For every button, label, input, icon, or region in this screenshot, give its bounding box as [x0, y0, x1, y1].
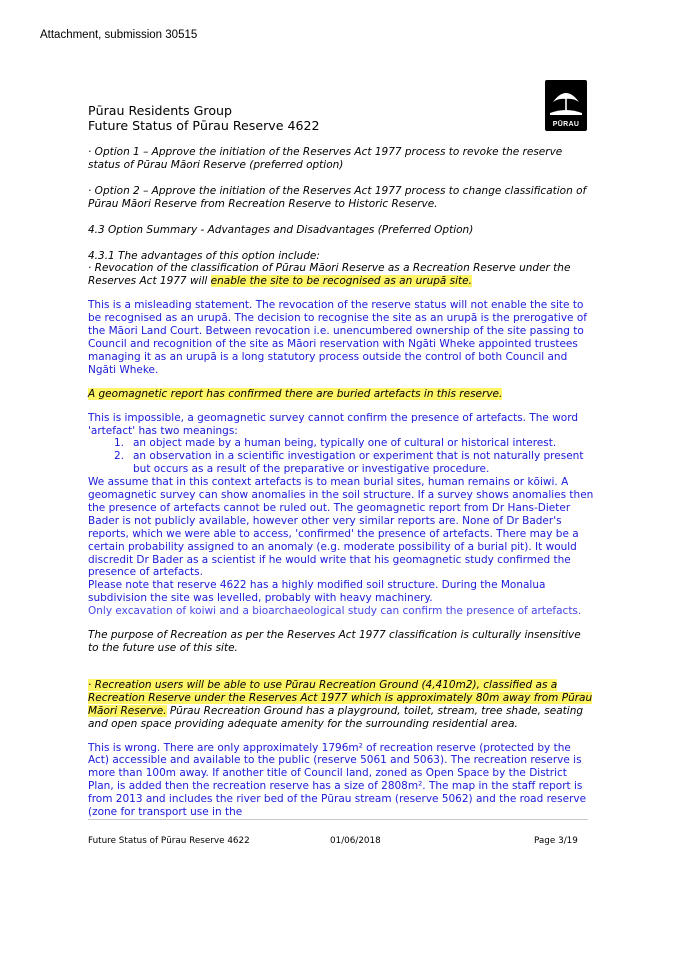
option-1: · Option 1 – Approve the initiation of the Reserves Act 1977 process to revoke the reserve status of Pūrau Māori Reserve (preferred option) — [88, 146, 563, 171]
response-artefact-intro: This is impossible, a geomagnetic survey cannot confirm the presence of artefacts. The word 'artefact' has two meanings: — [88, 411, 579, 437]
response-artefact-body: We assume that in this context artefacts is to mean burial sites, human remains or kōiwi. A geomagnetic survey can show anomalies in the soil structure. If a survey shows anomalies then the presence of artefacts cannot be ruled out. The geomagnetic report from Dr Hans-Dieter Bader is not publicly available, however other very similar reports are. None of Dr Bader's reports, which we were able to access, 'confirmed' the presence of artefacts. There may be a certain probability assigned to an anomaly (e.g. moderate possibility of a burial pit). It would discredit Dr Bader as a scientist if he would write that his geomagnetic study confirmed the presence of artefacts. — [88, 476, 594, 579]
list-item: 2. an observation in a scientific investigation or experiment that is not naturally present but occurs as a result of the preparative or investigative procedure. — [114, 450, 584, 476]
advantages-text: · Revocation of the classification of Pūrau Māori Reserve as a Recreation Reserve under the Reserves Act 1977 will — [88, 262, 571, 288]
purau-logo — [545, 80, 587, 131]
header-title: Future Status of Pūrau Reserve 4622 — [88, 118, 320, 133]
advantages-item — [88, 262, 594, 288]
attachment-label: Attachment, submission 30515 — [40, 29, 198, 41]
response-soil-note: Please note that reserve 4622 has a highly modified soil structure. During the Monalua subdivision the site was levelled, probably with heavy machinery. — [88, 579, 546, 605]
footer-page-number: Page 3/19 — [534, 836, 578, 846]
footer-title: Future Status of Pūrau Reserve 4622 — [88, 836, 250, 846]
response-recreation: This is wrong. There are only approximately 1796m² of recreation reserve (protected by the Act) accessible and available to the public (reserve 5061 and 5063). The recreation reserve is more than 100m away. If another title of Council land, zoned as Open Space by the District Plan, is added then the recreation reserve has a size of 2808m². The map in the staff report is from 2013 and includes the river bed of the Pūrau stream (reserve 5062) and the road reserve (zone for transport use in the — [88, 741, 587, 819]
document-body — [88, 146, 594, 819]
advantages-highlight: enable the site to be recognised as an urupā site. — [210, 275, 472, 288]
response-misleading: This is a misleading statement. The revocation of the reserve status will not enable the site to be recognised as an urupā. The decision to recognise the site as an urupā is the prerogative of the Māori Land Court. Between revocation i.e. unencumbered ownership of the site passing to Council and recognition of the site as Māori reservation with Ngāti Wheke appointed trustees managing it as an urupā is a long statutory process outside the control of both Council and Ngāti Wheke. — [88, 299, 587, 376]
recreation-item — [88, 679, 594, 731]
response-excavation: Only excavation of koiwi and a bioarchaeological study can confirm the presence of artefacts. — [88, 605, 582, 618]
footer-date: 01/06/2018 — [330, 836, 381, 846]
purpose-statement: The purpose of Recreation as per the Reserves Act 1977 classification is culturally insensitive to the future use of this site. — [88, 629, 581, 654]
option-2: · Option 2 – Approve the initiation of the Reserves Act 1977 process to change classification of Pūrau Māori Reserve from Recreation Reserve to Historic Reserve. — [88, 184, 587, 210]
geomagnetic-claim: A geomagnetic report has confirmed there are buried artefacts in this reserve. — [88, 387, 503, 400]
footer-divider — [88, 819, 588, 820]
list-item: 1. an object made by a human being, typically one of cultural or historical interest. — [114, 437, 557, 450]
recreation-rest: Pūrau Recreation Ground has a playground, toilet, stream, tree shade, seating and open space providing adequate amenity for the surrounding residential area. — [88, 704, 584, 730]
artefact-meanings-list — [88, 437, 594, 476]
header-organisation: Pūrau Residents Group — [88, 103, 233, 118]
option-summary-heading: 4.3 Option Summary - Advantages and Disadvantages (Preferred Option) — [88, 223, 474, 236]
advantages-heading: 4.3.1 The advantages of this option include: — [88, 249, 320, 262]
recreation-highlight: · Recreation users will be able to use Pūrau Recreation Ground (4,410m2), classified as a Recreation Reserve under the Reserves Act 1977 which is approximately 80m away from Pūrau Māori Reserve. — [88, 678, 593, 717]
logo-text: PŪRAU — [552, 121, 580, 128]
